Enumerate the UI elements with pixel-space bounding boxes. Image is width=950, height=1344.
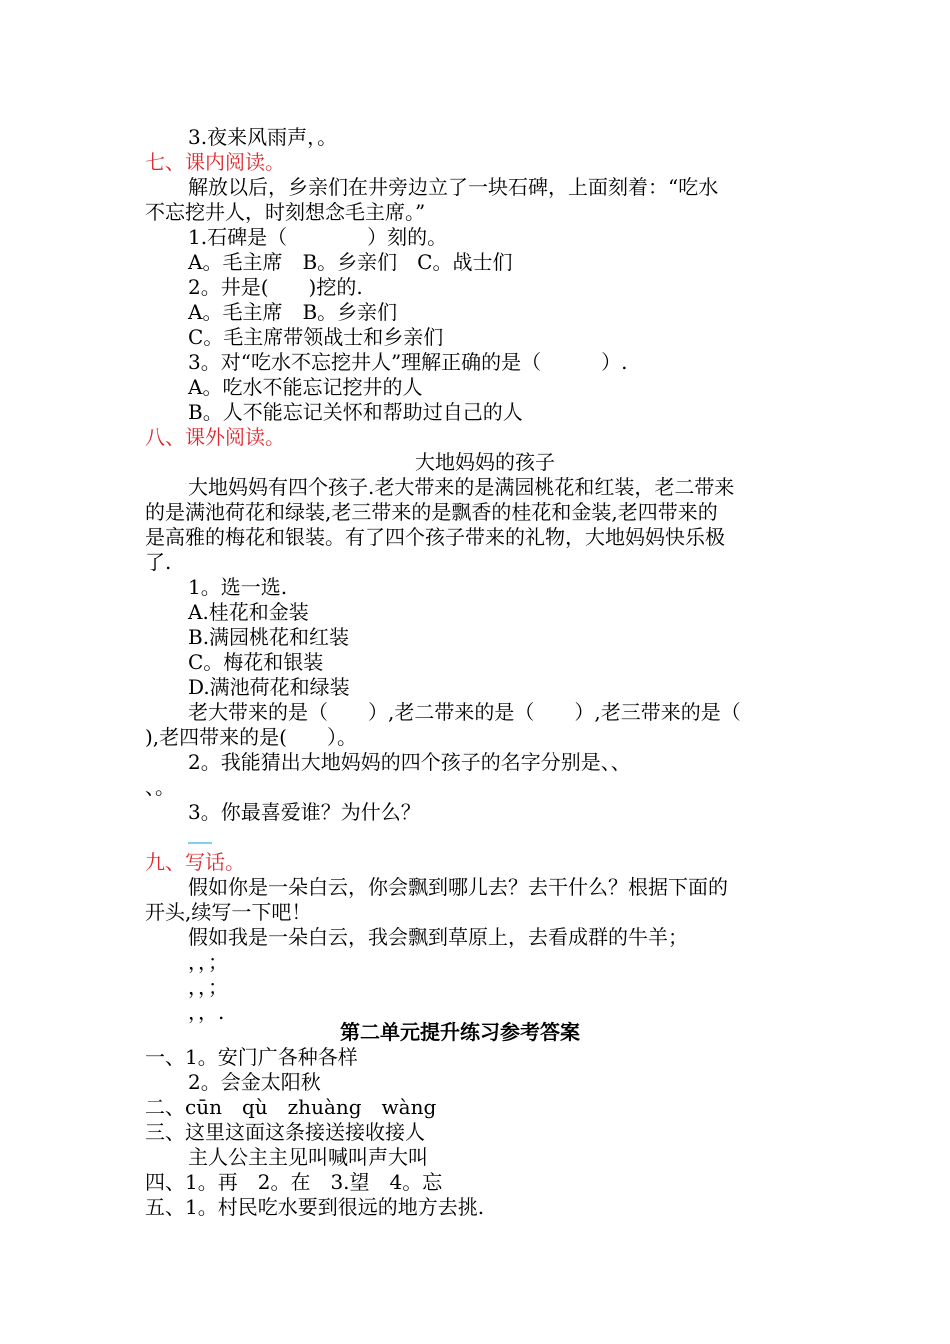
writing-blank-line: ，，； [188, 950, 228, 974]
fill-blank-line: 老大带来的是（ ）,老二带来的是（ ）,老三带来的是（ [188, 700, 741, 724]
writing-blank-line: ，，. [188, 1000, 225, 1024]
fill-blank-line: ),老四带来的是( ）。 [145, 725, 357, 749]
answer-3: 三、这里这面这条接送接收接人 [145, 1120, 425, 1144]
writing-blank-line: ，，； [188, 975, 228, 999]
story-line: 的是满池荷花和绿装,老三带来的是飘香的桂花和金装,老四带来的 [145, 500, 718, 524]
writing-prompt: 假如你是一朵白云，你会飘到哪儿去？去干什么？根据下面的 [188, 875, 728, 899]
passage-line: 不忘挖井人，时刻想念毛主席。” [145, 200, 426, 224]
question-3-option-b: B。人不能忘记关怀和帮助过自己的人 [188, 400, 523, 424]
poem-line-3: 3.夜来风雨声，。 [188, 125, 338, 149]
story-question-1: 1。选一选. [188, 575, 288, 599]
question-1-options: A。毛主席 B。乡亲们 C。战士们 [188, 250, 513, 274]
answer-1: 一、1。安门广各种各样 [145, 1045, 358, 1069]
section-heading-9: 九、写话。 [145, 850, 245, 874]
story-question-2-cont: 、。 [145, 775, 175, 799]
answer-1-2: 2。会金太阳秋 [188, 1070, 321, 1094]
highlight-mark [188, 842, 212, 844]
choice-a: A.桂花和金装 [188, 600, 309, 624]
choice-b: B.满园桃花和红装 [188, 625, 350, 649]
question-2: 2。井是( )挖的. [188, 275, 363, 299]
story-question-3: 3。你最喜爱谁？为什么？ [188, 800, 421, 824]
story-question-2: 2。我能猜出大地妈妈的四个孩子的名字分别是、、 [188, 750, 631, 774]
story-title: 大地妈妈的孩子 [415, 450, 555, 474]
answer-5: 五、1。村民吃水要到很远的地方去挑. [145, 1195, 485, 1219]
section-heading-7: 七、课内阅读。 [145, 150, 285, 174]
answer-key-title: 第二单元提升练习参考答案 [340, 1020, 580, 1044]
writing-prompt: 开头,续写一下吧！ [145, 900, 312, 924]
question-2-option-c: C。毛主席带领战士和乡亲们 [188, 325, 444, 349]
choice-d: D.满池荷花和绿装 [188, 675, 350, 699]
story-line: 了. [145, 550, 172, 574]
passage-line: 解放以后，乡亲们在井旁边立了一块石碑，上面刻着：“吃水 [188, 175, 719, 199]
question-3: 3。对“吃水不忘挖井人”理解正确的是（ ）. [188, 350, 628, 374]
writing-start: 假如我是一朵白云，我会飘到草原上，去看成群的牛羊； [188, 925, 688, 949]
answer-3-cont: 主人公主主见叫喊叫声大叫 [188, 1145, 428, 1169]
question-2-options: A。毛主席 B。乡亲们 [188, 300, 398, 324]
story-line: 大地妈妈有四个孩子.老大带来的是满园桃花和红装，老二带来 [188, 475, 735, 499]
question-3-option-a: A。吃水不能忘记挖井的人 [188, 375, 423, 399]
choice-c: C。梅花和银装 [188, 650, 324, 674]
answer-4: 四、1。再 2。在 3.望 4。忘 [145, 1170, 443, 1194]
question-1: 1.石碑是（ ）刻的。 [188, 225, 448, 249]
section-heading-8: 八、课外阅读。 [145, 425, 285, 449]
answer-2: 二、cūn qù zhuàng wàng [145, 1095, 437, 1119]
story-line: 是高雅的梅花和银装。有了四个孩子带来的礼物，大地妈妈快乐极 [145, 525, 725, 549]
